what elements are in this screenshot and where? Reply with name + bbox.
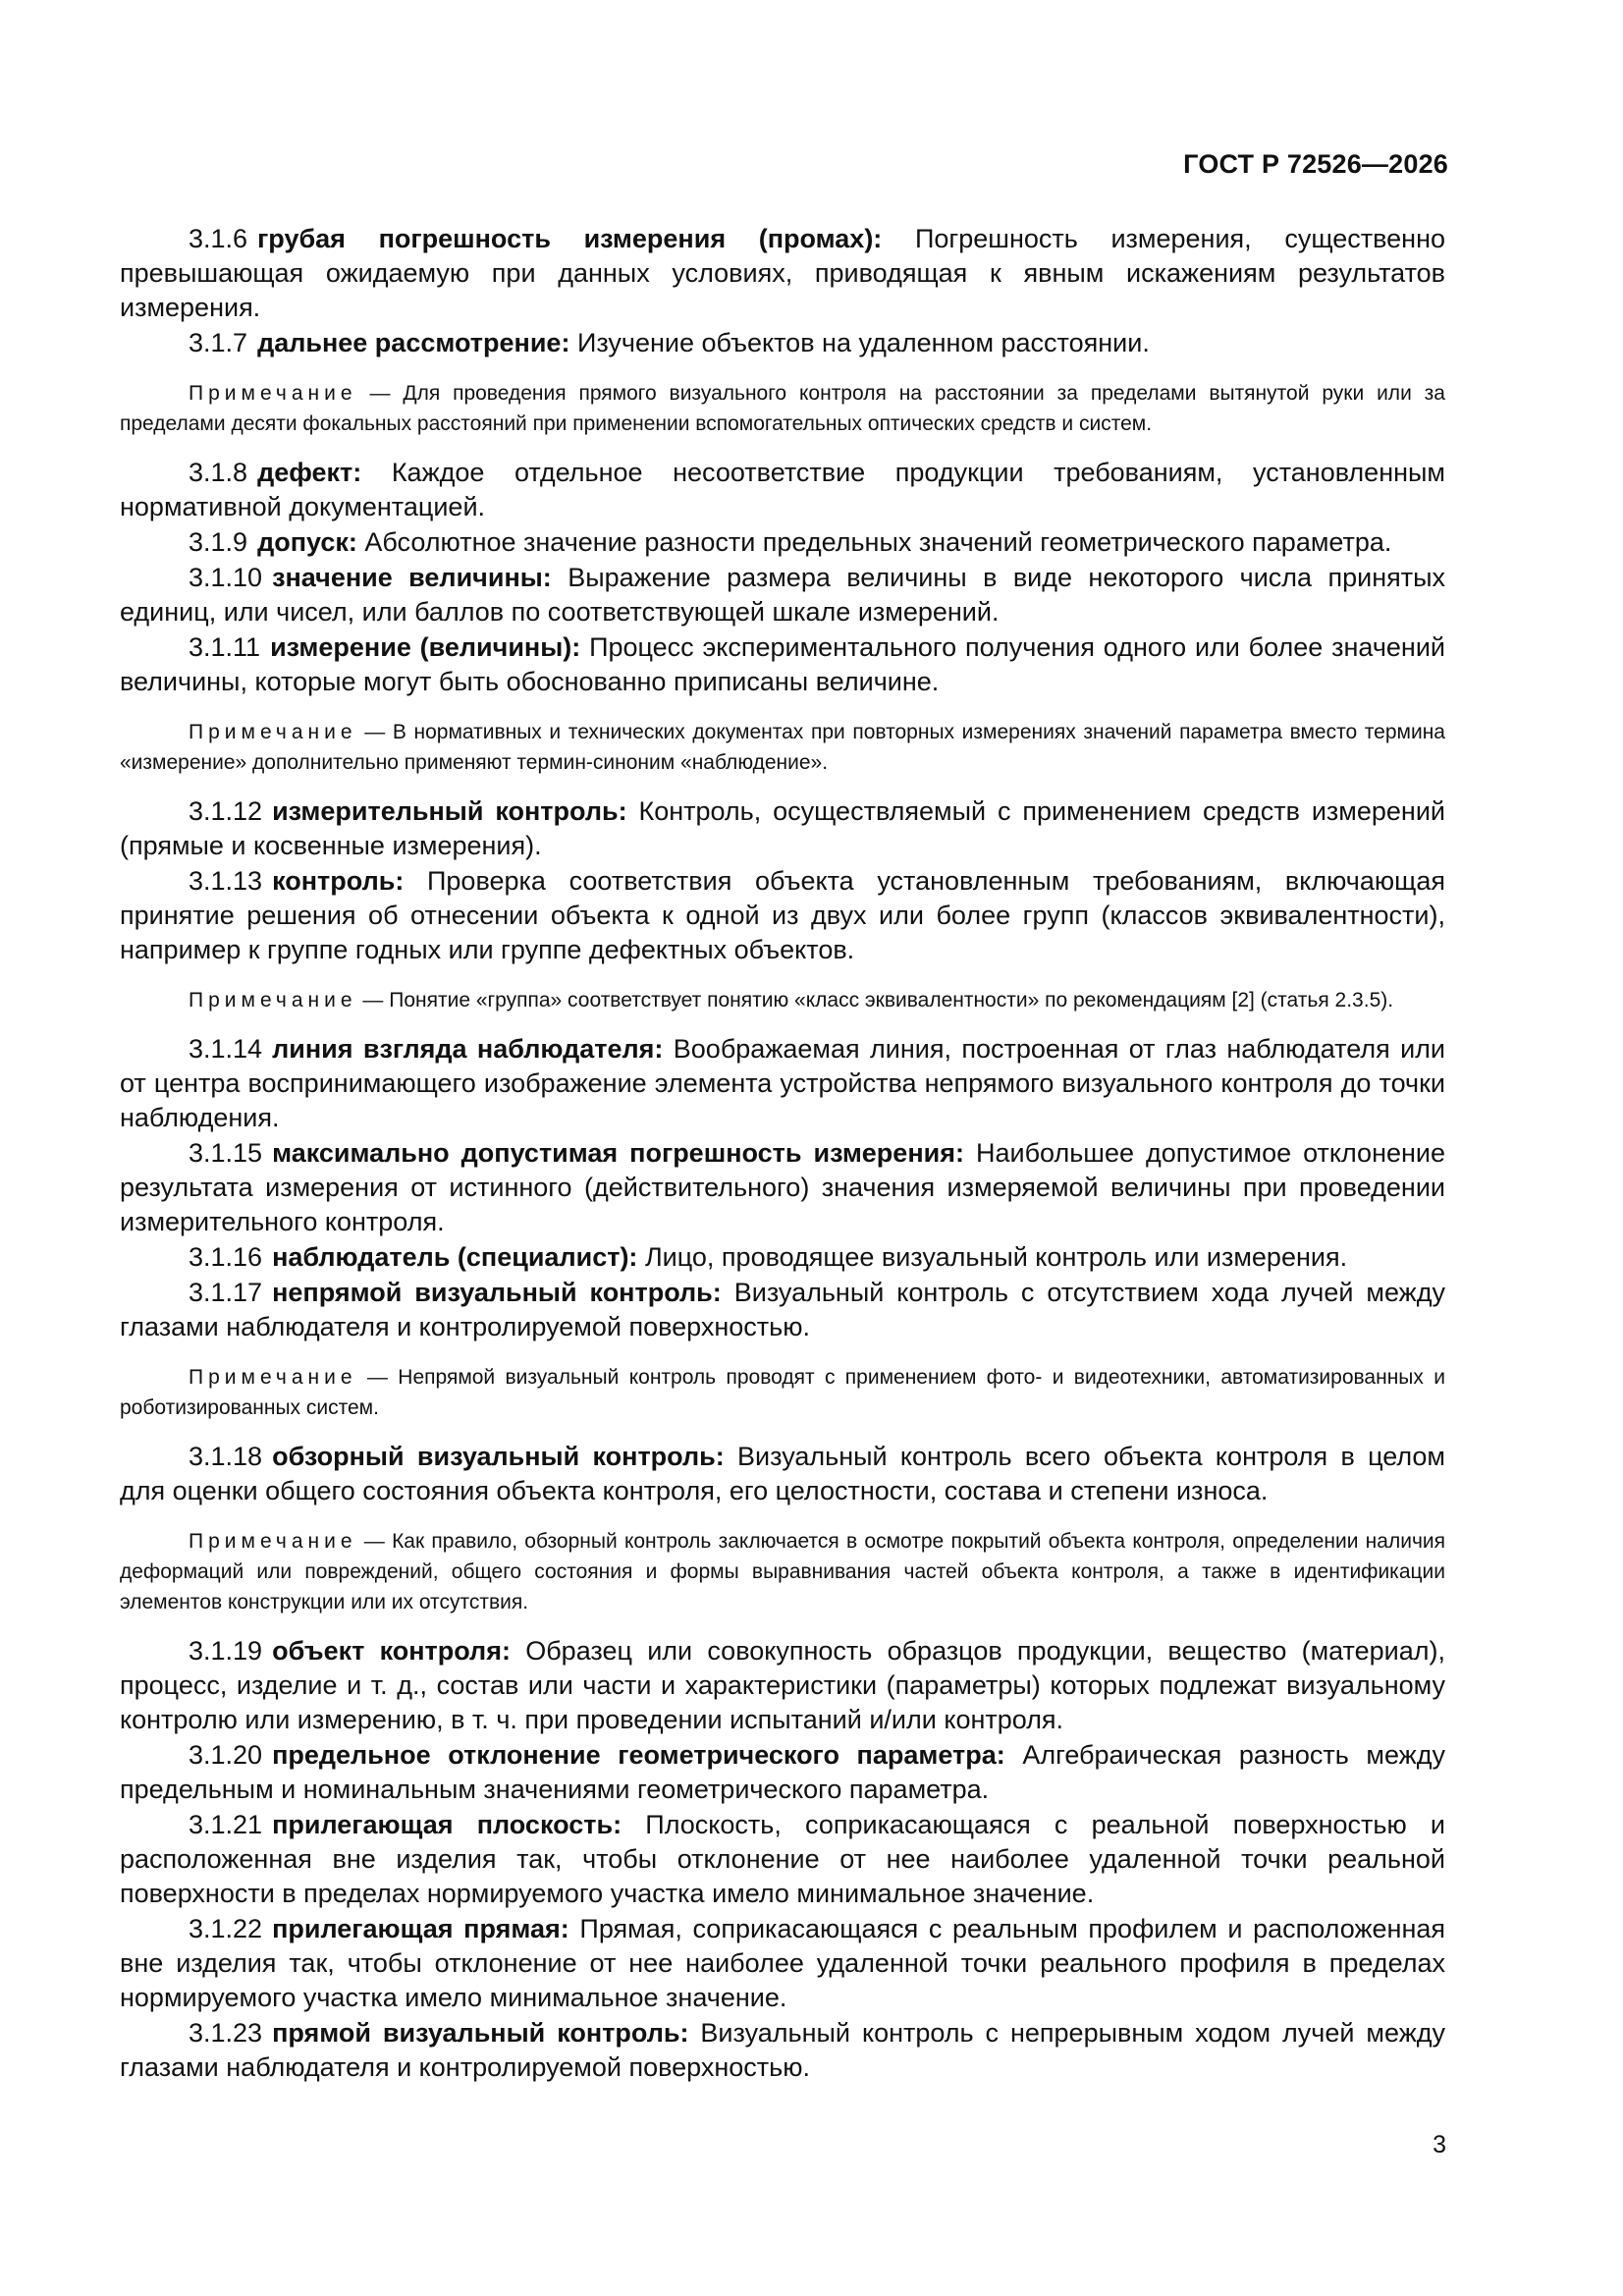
- document-code: ГОСТ Р 72526—2026: [1183, 149, 1448, 179]
- note-label: Примечание: [189, 1530, 357, 1553]
- note-label: Примечание: [189, 1366, 357, 1389]
- term-name: прилегающая плоскость:: [272, 1810, 622, 1839]
- term-name: дальнее рассмотрение:: [257, 328, 570, 357]
- note-entry: Примечание — Для проведения прямого визуального контроля на расстоянии за пределами вытянутой руки или за пределами десяти фокальных расстояний при применении вспомогательных оптических средств и систем.: [120, 382, 1445, 435]
- term-number: 3.1.11: [189, 632, 261, 662]
- term-number: 3.1.23: [189, 2018, 263, 2048]
- term-name: максимально допустимая погрешность измерения:: [272, 1138, 964, 1168]
- note-text: Непрямой визуальный контроль проводят с применением фото- и видеотехники, автоматизированных и роботизированных систем.: [120, 1366, 1445, 1419]
- term-number: 3.1.22: [189, 1914, 263, 1943]
- term-definition: Изучение объектов на удаленном расстоянии.: [576, 328, 1150, 357]
- term-definition: Выражение размера величины в виде некоторого числа принятых единиц, или чисел, или баллов по соответствующей шкале измерений.: [120, 563, 1445, 627]
- term-number: 3.1.9: [189, 527, 248, 557]
- term-definition: Наибольшее допустимое отклонение результата измерения от истинного (действительного) значения измеряемой величины при проведении измерительного контроля.: [120, 1138, 1445, 1236]
- term-entry: [120, 561, 1445, 629]
- term-definition: Абсолютное значение разности предельных значений геометрического параметра.: [364, 527, 1392, 557]
- term-number: 3.1.14: [189, 1034, 263, 1064]
- term-number: 3.1.20: [189, 1740, 263, 1770]
- term-entry: [120, 1912, 1445, 2015]
- term-name: допуск:: [257, 527, 357, 557]
- term-entry: [120, 1136, 1445, 1239]
- term-entry: [120, 1738, 1445, 1807]
- note-entry: Примечание — Понятие «группа» соответствует понятию «класс эквивалентности» по рекомендациям [2] (статья 2.3.5).: [189, 989, 1394, 1011]
- term-definition: Образец или совокупность образцов продукции, вещество (материал), процесс, изделие и т. д., состав или части и характеристики (параметры) которых подлежат визуальному контролю или измерению, в т. ч. при проведении испытаний и/или контроля.: [120, 1636, 1445, 1734]
- term-entry: [120, 864, 1445, 967]
- term-definition: Визуальный контроль всего объекта контроля в целом для оценки общего состояния объекта контроля, его целостности, состава и степени износа.: [120, 1442, 1445, 1505]
- term-number: 3.1.15: [189, 1138, 263, 1168]
- term-name: линия взгляда наблюдателя:: [272, 1034, 664, 1064]
- term-definition: Алгебраическая разность между предельным и номинальным значениями геометрического параметра.: [120, 1740, 1445, 1804]
- note-entry: Примечание — Как правило, обзорный контроль заключается в осмотре покрытий объекта контроля, определении наличия деформаций или повреждений, общего состояния и формы выравнивания частей объекта контроля, а также в идентификации элементов конструкции или их отсутствия.: [120, 1530, 1445, 1613]
- term-definition: Плоскость, соприкасающаяся с реальной поверхностью и расположенная вне изделия так, чтобы отклонение от нее наиболее удаленной точки реальной поверхности в пределах нормируемого участка имело минимальное значение.: [120, 1810, 1445, 1908]
- term-entry: [120, 326, 1445, 360]
- term-entry: [120, 2016, 1445, 2085]
- term-definition: Лицо, проводящее визуальный контроль или измерения.: [644, 1242, 1348, 1272]
- note-text: Как правило, обзорный контроль заключается в осмотре покрытий объекта контроля, определении наличия деформаций или повреждений, общего состояния и формы выравнивания частей объекта контроля, а также в идентификации элементов конструкции или их отсутствия.: [120, 1530, 1445, 1613]
- page-number: 3: [1433, 2131, 1446, 2159]
- term-number: 3.1.12: [189, 796, 263, 826]
- term-name: измерение (величины):: [270, 632, 581, 662]
- term-number: 3.1.6: [189, 224, 248, 253]
- term-name: измерительный контроль:: [272, 796, 627, 826]
- term-definition: Погрешность измерения, существенно превышающая ожидаемую при данных условиях, приводящая к явным искажениям результатов измерения.: [120, 224, 1446, 322]
- terms-content: [120, 222, 1445, 2086]
- note-text: В нормативных и технических документах при повторных измерениях значений параметра вместо термина «измерение» дополнительно применяют термин-синоним «наблюдение».: [120, 721, 1445, 774]
- term-number: 3.1.21: [189, 1810, 263, 1839]
- term-entry: [120, 1032, 1445, 1135]
- term-name: обзорный визуальный контроль:: [272, 1442, 725, 1471]
- term-name: значение величины:: [272, 563, 552, 592]
- term-name: прилегающая прямая:: [272, 1914, 569, 1943]
- term-name: грубая погрешность измерения (промах):: [257, 224, 883, 253]
- term-entry: [120, 1276, 1445, 1344]
- term-definition: Прямая, соприкасающаяся с реальным профилем и расположенная вне изделия так, чтобы отклонение от нее наиболее удаленной точки реального профиля в пределах нормируемого участка имело минимальное значение.: [120, 1914, 1445, 2012]
- term-name: дефект:: [257, 458, 362, 487]
- term-entry: [120, 1440, 1445, 1508]
- term-number: 3.1.7: [189, 328, 248, 357]
- term-definition: Каждое отдельное несоответствие продукции требованиям, установленным нормативной документацией.: [120, 458, 1445, 521]
- note-text: Понятие «группа» соответствует понятию «класс эквивалентности» по рекомендациям [2] (статья 2.3.5).: [389, 989, 1394, 1011]
- term-entry: [120, 794, 1445, 863]
- term-number: 3.1.13: [189, 866, 263, 896]
- term-entry: [120, 1808, 1445, 1911]
- term-entry: [120, 222, 1445, 325]
- note-label: Примечание: [189, 721, 357, 743]
- note-text: Для проведения прямого визуального контроля на расстоянии за пределами вытянутой руки или за пределами десяти фокальных расстояний при применении вспомогательных оптических средств и систем.: [120, 382, 1445, 435]
- term-number: 3.1.19: [189, 1636, 263, 1666]
- term-entry: [120, 456, 1445, 524]
- term-entry: [120, 1634, 1445, 1737]
- note-entry: Примечание — Непрямой визуальный контроль проводят с применением фото- и видеотехники, автоматизированных и роботизированных систем.: [120, 1366, 1445, 1419]
- term-number: 3.1.10: [189, 563, 263, 592]
- note-entry: Примечание — В нормативных и технических документах при повторных измерениях значений параметра вместо термина «измерение» дополнительно применяют термин-синоним «наблюдение».: [120, 721, 1445, 774]
- term-definition: Визуальный контроль с непрерывным ходом лучей между глазами наблюдателя и контролируемой поверхностью.: [120, 2018, 1446, 2082]
- term-name: предельное отклонение геометрического параметра:: [272, 1740, 1005, 1770]
- note-label: Примечание: [189, 382, 357, 405]
- term-definition: Контроль, осуществляемый с применением средств измерений (прямые и косвенные измерения).: [120, 796, 1445, 860]
- term-entry: [120, 1240, 1445, 1275]
- term-entry: [120, 525, 1445, 560]
- term-definition: Визуальный контроль с отсутствием хода лучей между глазами наблюдателя и контролируемой поверхностью.: [120, 1278, 1445, 1341]
- term-definition: Воображаемая линия, построенная от глаз наблюдателя или от центра воспринимающего изображение элемента устройства непрямого визуального контроля до точки наблюдения.: [120, 1034, 1445, 1132]
- term-number: 3.1.18: [189, 1442, 263, 1471]
- term-definition: Процесс экспериментального получения одного или более значений величины, которые могут быть обоснованно приписаны величине.: [120, 632, 1445, 696]
- term-name: контроль:: [272, 866, 405, 896]
- note-label: Примечание: [189, 989, 357, 1011]
- term-number: 3.1.16: [189, 1242, 263, 1272]
- term-number: 3.1.8: [189, 458, 248, 487]
- term-name: объект контроля:: [272, 1636, 511, 1666]
- term-definition: Проверка соответствия объекта установленным требованиям, включающая принятие решения об отнесении объекта к одной из двух или более групп (классов эквивалентности), например к группе годных или группе дефектных объектов.: [120, 866, 1445, 964]
- term-entry: [120, 630, 1445, 699]
- term-number: 3.1.17: [189, 1278, 263, 1307]
- term-name: непрямой визуальный контроль:: [272, 1278, 722, 1307]
- term-name: прямой визуальный контроль:: [272, 2018, 689, 2048]
- term-name: наблюдатель (специалист):: [272, 1242, 638, 1272]
